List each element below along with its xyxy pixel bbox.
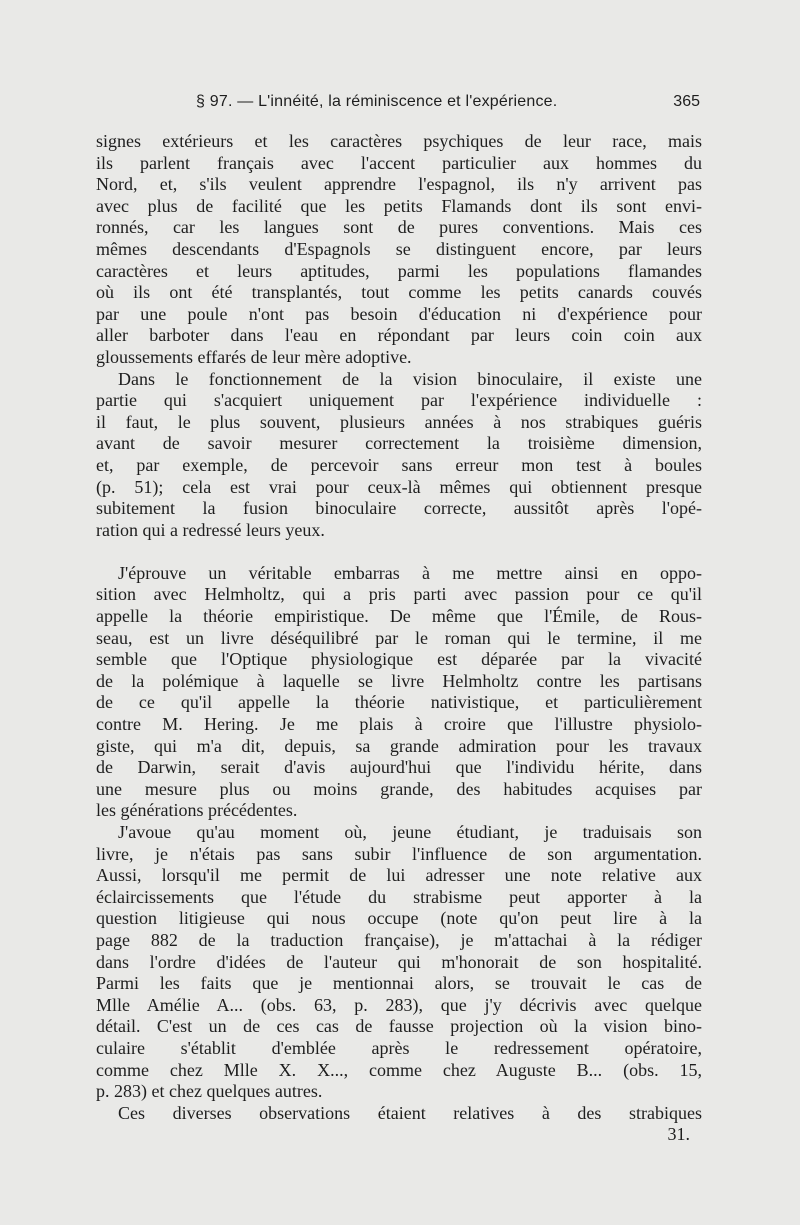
text-line: de ce qu'il appelle la théorie nativistique, et particulièrement: [96, 692, 702, 713]
text-line: ils parlent français avec l'accent particulier aux hommes du: [96, 152, 702, 173]
text-line: Mlle Amélie A... (obs. 63, p. 283), que j'y décrivis avec quelque: [96, 994, 702, 1015]
text-line: une mesure plus ou moins grande, des habitudes acquises par: [96, 778, 702, 799]
text-line: Aussi, lorsqu'il me permit de lui adresser une note relative aux: [96, 865, 702, 886]
text-line: livre, je n'étais pas sans subir l'influence de son argumentation.: [96, 843, 702, 864]
text-line: ronnés, car les langues sont de pures conventions. Mais ces: [96, 217, 702, 238]
page-header: [96, 93, 700, 117]
text-line: giste, qui m'a dit, depuis, sa grande admiration pour les travaux: [96, 735, 702, 756]
text-line: et, par exemple, de percevoir sans erreur mon test à boules: [96, 454, 702, 475]
text-line: culaire s'établit d'emblée après le redressement opératoire,: [96, 1037, 702, 1058]
paragraph-gap: [96, 541, 702, 563]
text-line: page 882 de la traduction française), je m'attachai à la rédiger: [96, 929, 702, 950]
text-line: question litigieuse qui nous occupe (note qu'on peut lire à la: [96, 908, 702, 929]
text-line: partie qui s'acquiert uniquement par l'expérience individuelle :: [96, 390, 702, 411]
text-line: ration qui a redressé leurs yeux.: [96, 519, 325, 540]
paragraph-first-line: J'éprouve un véritable embarras à me mettre ainsi en oppo-: [118, 562, 702, 583]
signature-mark: 31.: [667, 1124, 690, 1145]
text-line: signes extérieurs et les caractères psychiques de leur race, mais: [96, 131, 702, 151]
paragraph-first-line: Ces diverses observations étaient relatives à des strabiques: [118, 1102, 702, 1123]
text-line: par une poule n'ont pas besoin d'éducation ni d'expérience pour: [96, 303, 702, 324]
text-line: où ils ont été transplantés, tout comme les petits canards couvés: [96, 282, 702, 303]
text-line: subitement la fusion binoculaire correcte, aussitôt après l'opé-: [96, 498, 702, 519]
page-number: 365: [673, 93, 700, 110]
text-line: p. 283) et chez quelques autres.: [96, 1081, 323, 1102]
paragraph-first-line: Dans le fonctionnement de la vision binoculaire, il existe une: [118, 368, 702, 389]
running-title: § 97. — L'innéité, la réminiscence et l'expérience.: [196, 93, 558, 110]
text-line: éclaircissements que l'étude du strabisme peut apporter à la: [96, 886, 702, 907]
text-line: Parmi les faits que je mentionnai alors, se trouvait le cas de: [96, 973, 702, 994]
text-line: comme chez Mlle X. X..., comme chez Auguste B... (obs. 15,: [96, 1059, 702, 1080]
text-line: de Darwin, serait d'avis aujourd'hui que l'individu hérite, dans: [96, 757, 702, 778]
text-line: gloussements effarés de leur mère adoptive.: [96, 346, 412, 367]
text-line: les générations précédentes.: [96, 800, 298, 821]
text-line: semble que l'Optique physiologique est déparée par la vivacité: [96, 649, 702, 670]
text-line: sition avec Helmholtz, qui a pris parti avec passion pour ce qu'il: [96, 584, 702, 605]
paragraph-first-line: J'avoue qu'au moment où, jeune étudiant, je traduisais son: [118, 822, 702, 842]
text-line: Nord, et, s'ils veulent apprendre l'espagnol, ils n'y arrivent pas: [96, 174, 702, 195]
text-line: il faut, le plus souvent, plusieurs années à nos strabiques guéris: [96, 411, 702, 432]
body-text: [96, 131, 702, 1146]
text-line: détail. C'est un de ces cas de fausse projection où la vision bino-: [96, 1016, 702, 1037]
text-line: aller barboter dans l'eau en répondant par leurs coin coin aux: [96, 325, 702, 346]
text-line: avant de savoir mesurer correctement la troisième dimension,: [96, 433, 702, 454]
text-line: appelle la théorie empiristique. De même que l'Émile, de Rous-: [96, 606, 702, 627]
text-line: avec plus de facilité que les petits Flamands dont ils sont envi-: [96, 195, 702, 216]
text-line: (p. 51); cela est vrai pour ceux-là mêmes qui obtiennent presque: [96, 476, 702, 497]
text-line: contre M. Hering. Je me plais à croire que l'illustre physiolo-: [96, 714, 702, 735]
text-line: caractères et leurs aptitudes, parmi les populations flamandes: [96, 260, 702, 281]
text-line: de la polémique à laquelle se livre Helmholtz contre les partisans: [96, 670, 702, 691]
text-line: seau, est un livre déséquilibré par le roman qui le termine, il me: [96, 627, 702, 648]
text-line: mêmes descendants d'Espagnols se distinguent encore, par leurs: [96, 238, 702, 259]
text-line: dans l'ordre d'idées de l'auteur qui m'honorait de son hospitalité.: [96, 951, 702, 972]
